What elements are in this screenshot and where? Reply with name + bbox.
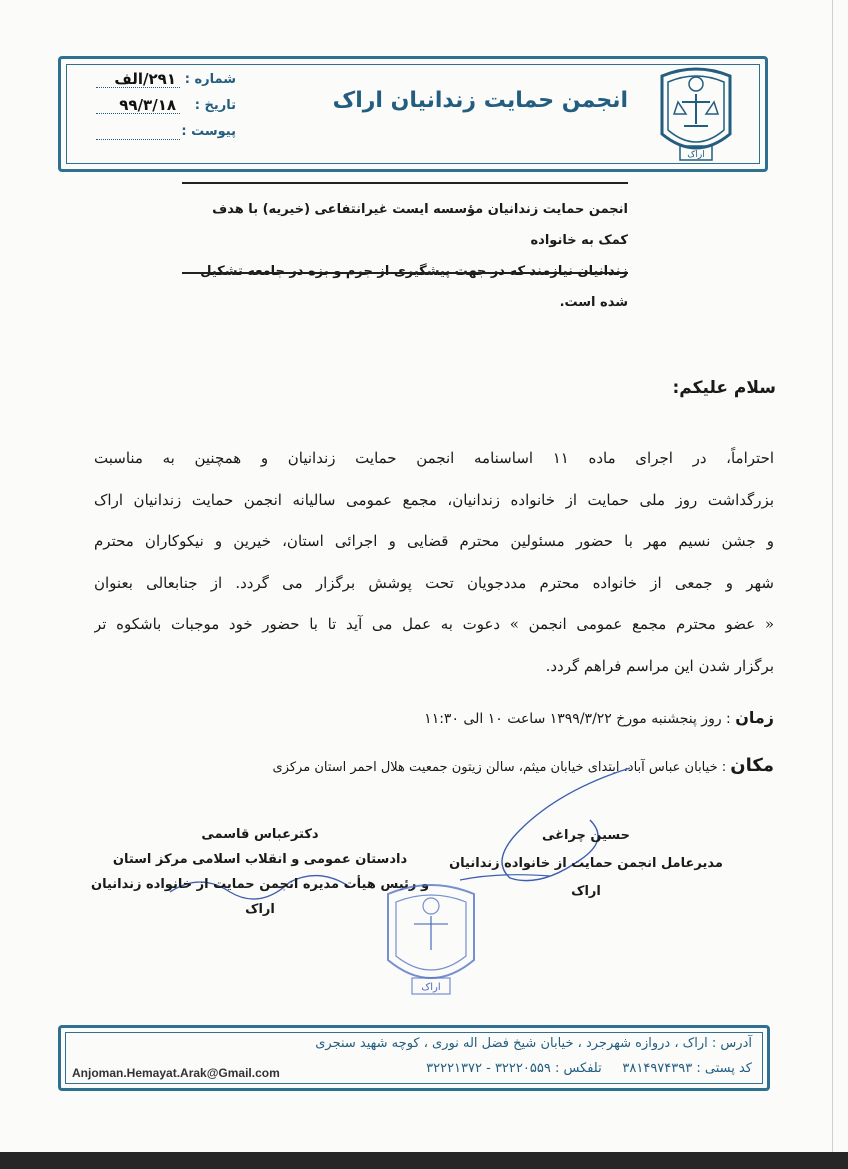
scan-bottom-band — [0, 1152, 848, 1169]
footer-address: آدرس : اراک ، دروازه شهرجرد ، خیابان شیخ فضل اله نوری ، کوچه شهید سنجری — [315, 1036, 752, 1051]
postal-code: ۳۸۱۴۹۷۴۳۹۳ — [622, 1061, 693, 1076]
event-time — [424, 708, 774, 727]
number-row — [96, 72, 236, 98]
number-value: ۲۹۱/الف — [114, 70, 176, 88]
mission-line: شده است. — [559, 295, 628, 310]
signatory-right-name: حسین چراغی — [541, 828, 631, 843]
event-time-text: : روز پنجشنبه مورخ ۱۳۹۹/۳/۲۲ ساعت ۱۰ الی ۱۱:۳۰ — [424, 711, 731, 727]
attachment-line — [96, 139, 180, 140]
attachment-row — [96, 124, 236, 150]
signatory-left-title: و رئیس هیأت مدیره انجمن حمایت از خانواده زندانیان اراک — [90, 877, 430, 917]
greeting: سلام علیکم: — [672, 378, 776, 398]
mission-top-rule — [182, 182, 628, 184]
scan-edge-line — [832, 0, 833, 1152]
org-title: انجمن حمایت زندانیان اراک — [332, 88, 628, 113]
footer-contact — [426, 1061, 752, 1076]
mission-line: انجمن حمایت زندانیان مؤسسه ایست غیرانتفاعی (خیریه) با هدف کمک به خانواده — [212, 202, 628, 248]
mission-bottom-rule — [182, 272, 628, 274]
stamp-caption: اراک — [421, 982, 441, 993]
date-label: تاریخ : — [194, 98, 236, 113]
logo-caption: اراک — [687, 150, 705, 160]
date-row — [96, 98, 236, 124]
phone-numbers: ۳۲۲۲۰۵۵۹ - ۳۲۲۲۱۳۷۲ — [426, 1061, 551, 1076]
signatory-left-title: دادستان عمومی و انقلاب اسلامی مرکز استان — [112, 852, 408, 867]
org-logo-icon — [654, 64, 738, 164]
attachment-label: پیوست : — [181, 124, 236, 139]
event-location-label: مکان — [730, 755, 774, 776]
footer-frame — [58, 1025, 770, 1091]
body-line: بزرگداشت روز ملی حمایت از خانواده زندانیان، مجمع عمومی سالیانه انجمن حمایت زندانیان اراک — [94, 490, 774, 509]
footer-email[interactable]: Anjoman.Hemayat.Arak@Gmail.com — [72, 1066, 280, 1080]
letter-body — [94, 438, 774, 687]
reference-block — [96, 72, 236, 150]
body-line: برگزار شدن این مراسم فراهم گردد. — [545, 656, 774, 675]
body-line: و جشن نسیم مهر با حضور مسئولین محترم قضایی و اجرائی استان، خیرین و نیکوکاران محترم — [94, 532, 774, 550]
postal-label: کد پستی : — [696, 1061, 752, 1076]
event-time-label: زمان — [735, 708, 774, 727]
event-location-text: : خیابان عباس آباد، ابتدای خیابان میثم، سالن زیتون جمعیت هلال احمر استان مرکزی — [272, 760, 727, 775]
signatory-right-title: مدیرعامل انجمن حمایت از خانواده زندانیان اراک — [449, 856, 723, 899]
body-line: احتراماً، در اجرای ماده ۱۱ اساسنامه انجمن حمایت زندانیان و همچنین به مناسبت — [94, 449, 774, 467]
official-stamp-icon — [376, 880, 486, 1000]
mission-statement — [188, 194, 628, 318]
signatory-left-name: دکترعباس قاسمی — [201, 827, 319, 842]
body-line: شهر و جمعی از خانواده محترم مددجویان تحت پوشش برگزار می گردد. از جنابعالی بعنوان — [94, 573, 774, 592]
date-value: ۹۹/۳/۱۸ — [119, 96, 176, 114]
body-line: « عضو محترم مجمع عمومی انجمن » دعوت به عمل می آید تا با حضور خود موجبات باشکوه تر — [94, 615, 774, 633]
number-label: شماره : — [184, 72, 236, 87]
phone-label: تلفکس : — [554, 1061, 602, 1076]
